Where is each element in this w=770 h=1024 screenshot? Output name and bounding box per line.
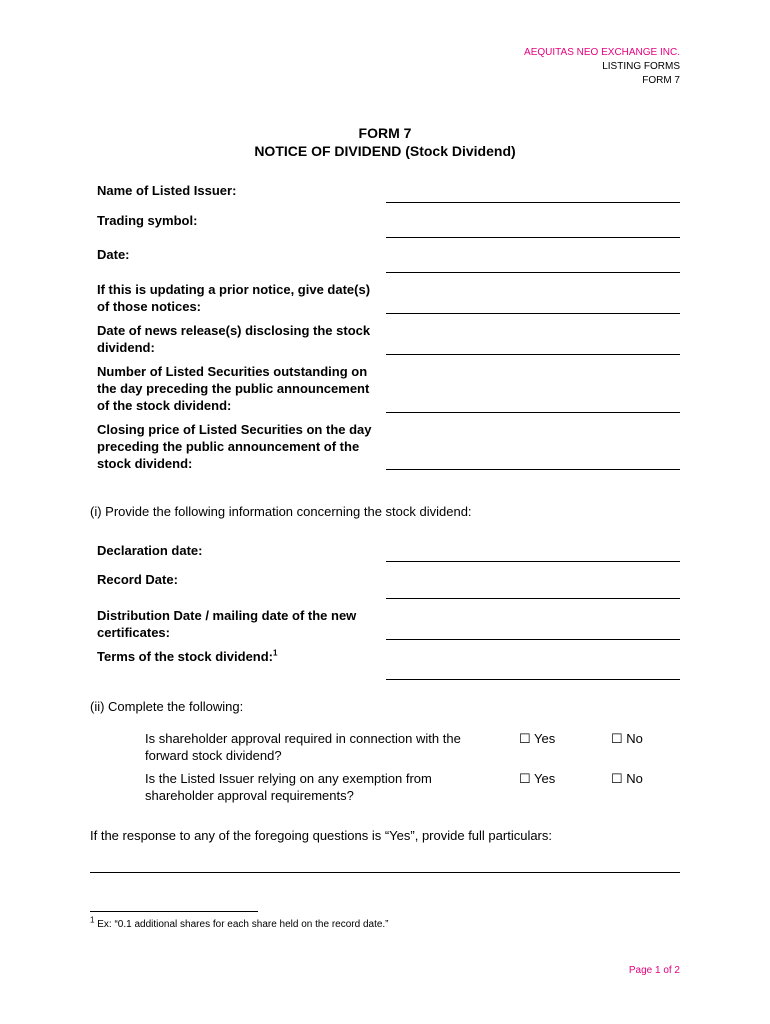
question-2-no-checkbox[interactable]: ☐ No	[611, 771, 643, 786]
news-release-label: Date of news release(s) disclosing the stock dividend:	[97, 323, 371, 355]
particulars-field[interactable]	[90, 872, 680, 873]
question-1-yes-checkbox[interactable]: ☐ Yes	[519, 731, 556, 746]
form-title	[0, 124, 770, 160]
date-label: Date:	[97, 247, 130, 262]
issuer-field[interactable]	[386, 202, 680, 203]
prior-notice-label: If this is updating a prior notice, give date(s) of those notices:	[97, 282, 371, 314]
footnote-marker: 1	[90, 915, 95, 925]
record-label: Record Date:	[97, 572, 178, 587]
date-field[interactable]	[386, 272, 680, 273]
securities-field[interactable]	[386, 412, 680, 413]
closing-price-label: Closing price of Listed Securities on the day preceding the public announcement of the stock dividend:	[97, 422, 372, 471]
footnote-divider	[90, 911, 258, 912]
footnote-ref: 1	[273, 648, 278, 658]
symbol-field[interactable]	[386, 237, 680, 238]
footnote-text: Ex: “0.1 additional shares for each share held on the record date.”	[94, 919, 389, 930]
distribution-label: Distribution Date / mailing date of the new certificates:	[97, 608, 357, 640]
terms-field[interactable]	[386, 679, 680, 680]
particulars-prompt: If the response to any of the foregoing questions is “Yes”, provide full particulars:	[90, 828, 553, 843]
section-name: LISTING FORMS	[602, 61, 680, 72]
securities-label: Number of Listed Securities outstanding on the day preceding the public announcement of the stock dividend:	[97, 364, 370, 413]
record-field[interactable]	[386, 598, 680, 599]
section1-heading: (i) Provide the following information concerning the stock dividend:	[90, 504, 472, 519]
declaration-field[interactable]	[386, 561, 680, 562]
terms-label	[97, 648, 382, 665]
declaration-label: Declaration date:	[97, 543, 203, 558]
closing-price-field[interactable]	[386, 469, 680, 470]
section2-heading: (ii) Complete the following:	[90, 699, 244, 714]
company-name: AEQUITAS NEO EXCHANGE INC.	[524, 47, 680, 58]
form-number: FORM 7	[642, 75, 680, 86]
terms-label-text: Terms of the stock dividend:	[97, 649, 274, 664]
prior-notice-field[interactable]	[386, 313, 680, 314]
symbol-label: Trading symbol:	[97, 213, 198, 228]
form-title-line2: NOTICE OF DIVIDEND (Stock Dividend)	[254, 143, 516, 159]
footnote	[90, 915, 389, 931]
issuer-label: Name of Listed Issuer:	[97, 183, 237, 198]
form-title-line1: FORM 7	[358, 125, 412, 141]
news-release-field[interactable]	[386, 354, 680, 355]
question-2: Is the Listed Issuer relying on any exemption from shareholder approval requirements?	[145, 771, 432, 803]
distribution-field[interactable]	[386, 639, 680, 640]
page-header	[524, 46, 680, 88]
question-1-no-checkbox[interactable]: ☐ No	[611, 731, 643, 746]
question-2-yes-checkbox[interactable]: ☐ Yes	[519, 771, 556, 786]
question-1: Is shareholder approval required in connection with the forward stock dividend?	[145, 731, 461, 763]
page-number: Page 1 of 2	[628, 965, 680, 976]
